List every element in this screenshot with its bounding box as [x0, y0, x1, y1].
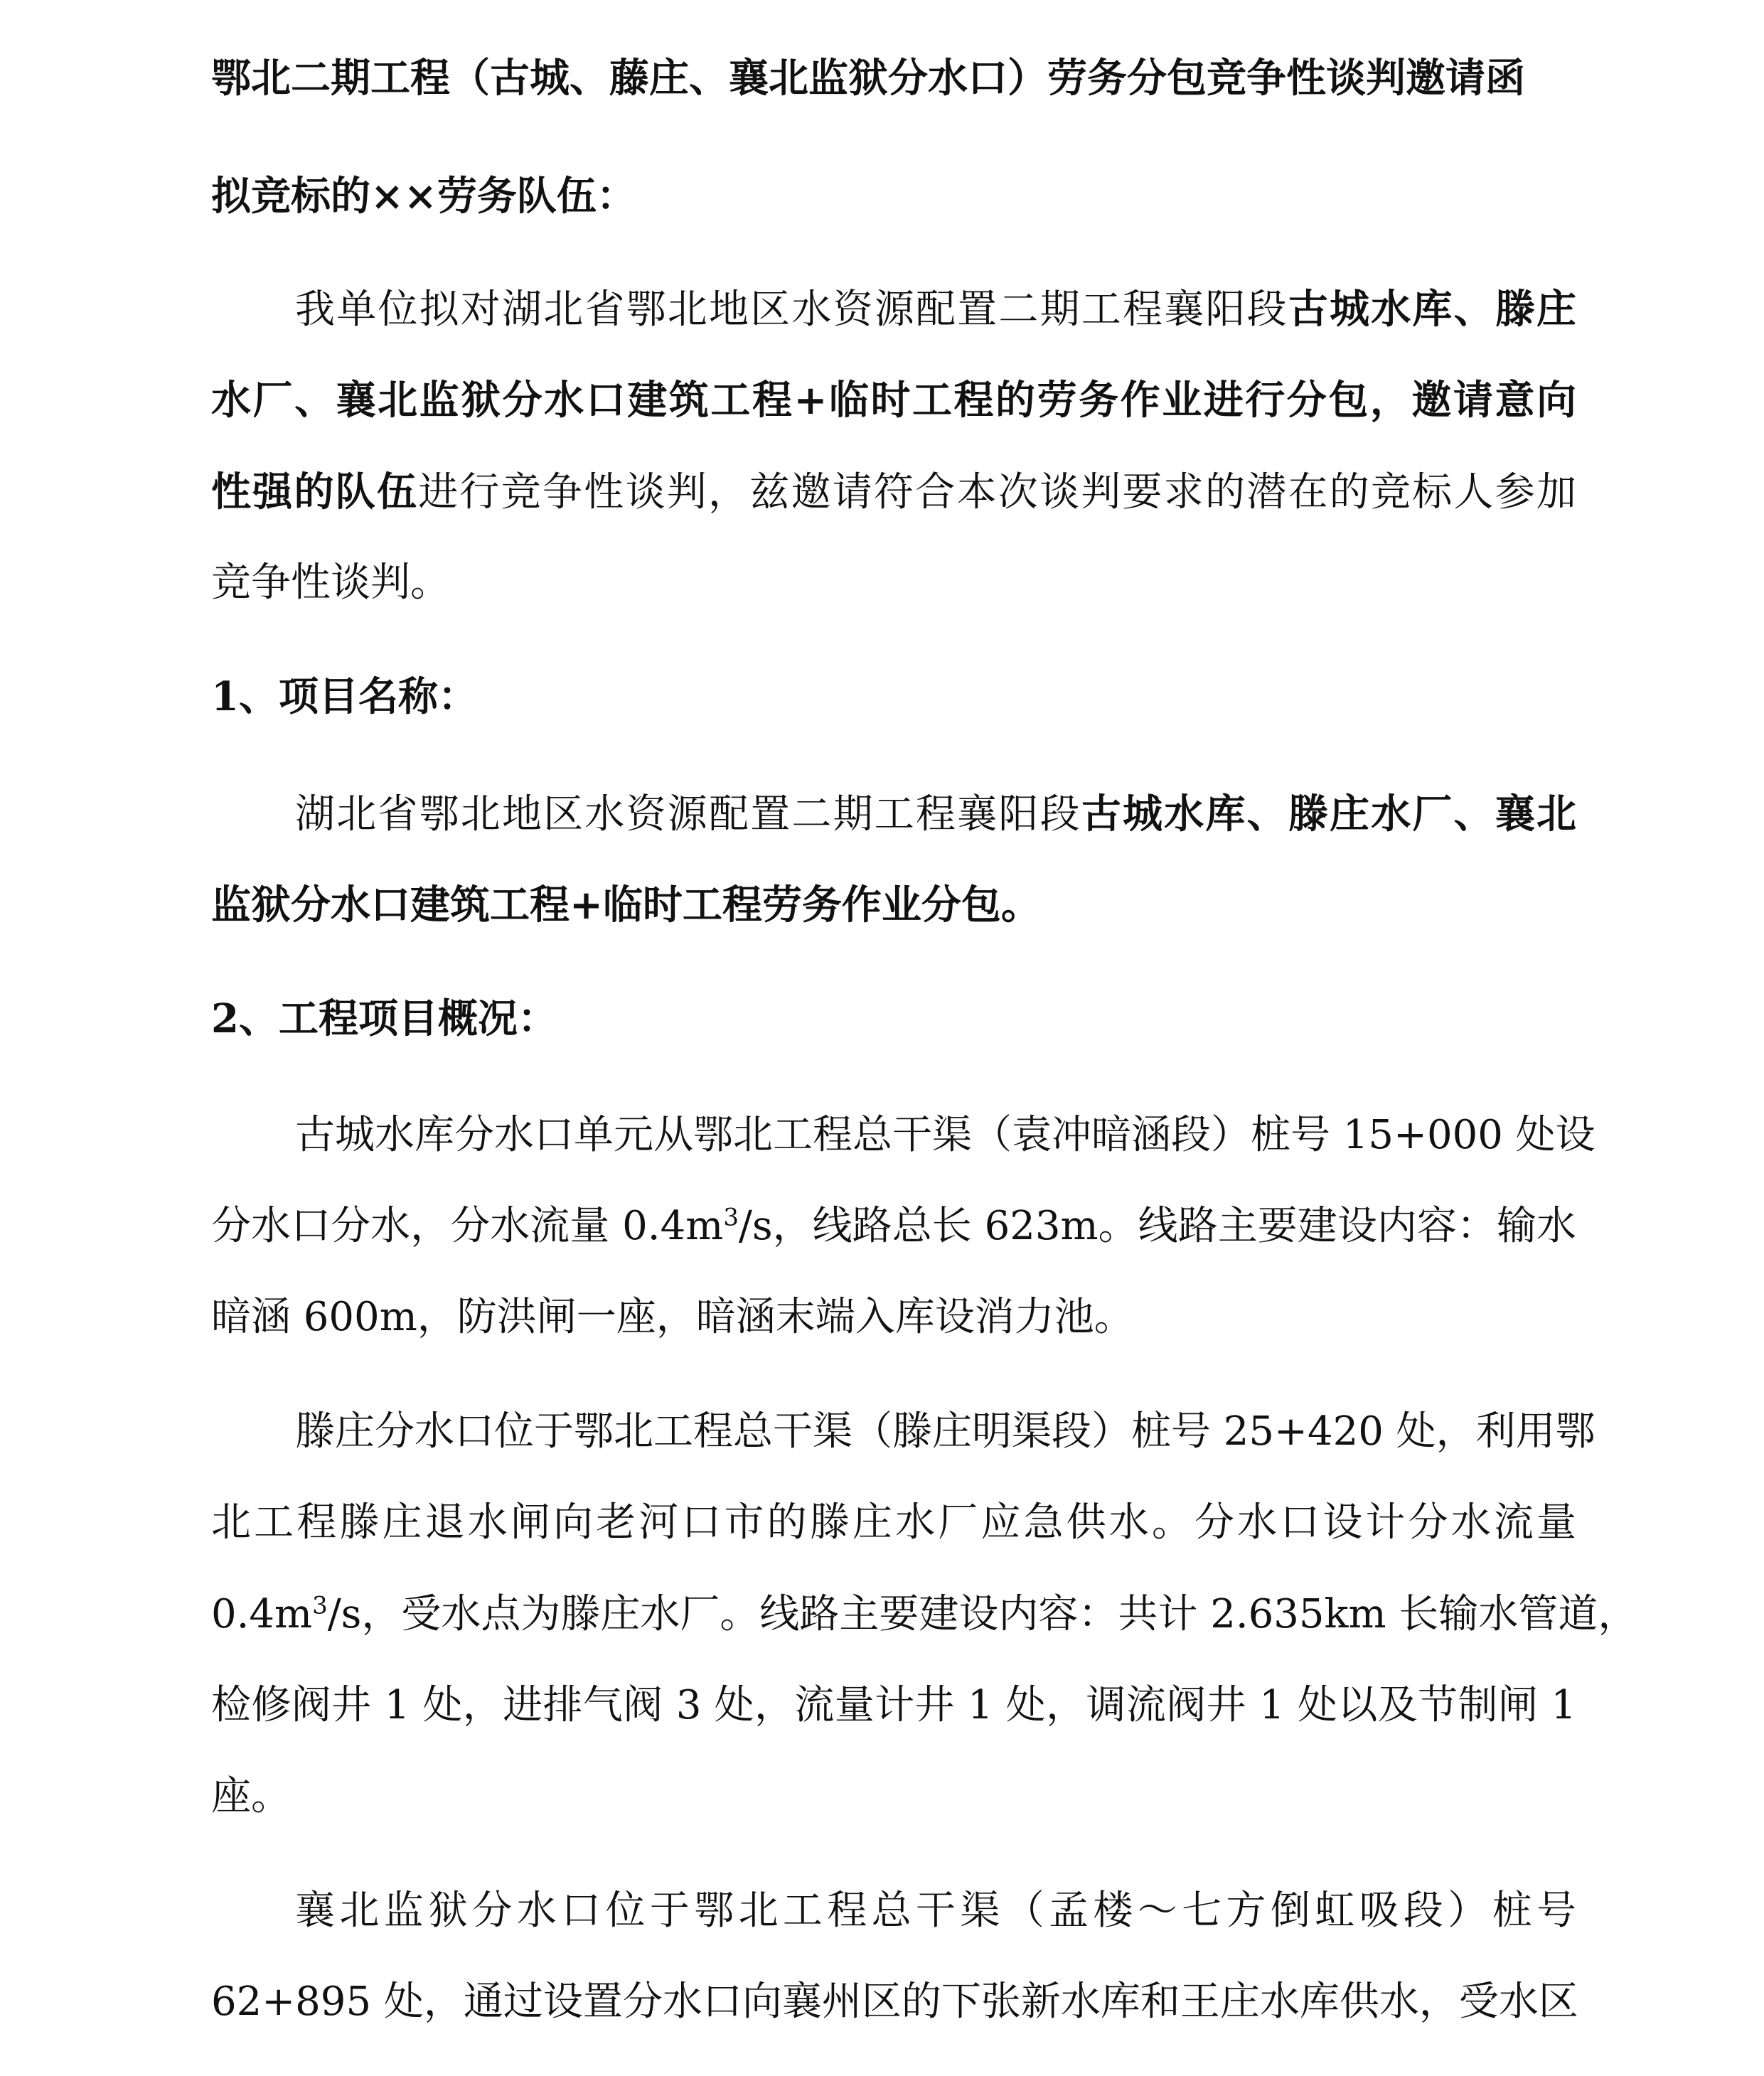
section-1-heading: 1、项目名称：	[211, 673, 478, 720]
section-2-p1-line-1: 古城水库分水口单元从鄂北工程总干渠（袁冲暗涵段）桩号 15+000 处设	[295, 1112, 1595, 1158]
p1-text: /s，线路总长 623m。线路主要建设内容：输水	[738, 1203, 1576, 1249]
document-page	[211, 0, 1638, 2076]
section-2-p3-line-1: 襄北监狱分水口位于鄂北工程总干渠（孟楼～七方倒虹吸段）桩号	[295, 1888, 1576, 1934]
section-1-line-2: 监狱分水口建筑工程+临时工程劳务作业分包。	[211, 882, 1041, 929]
intro-text: 我单位拟对湖北省鄂北地区水资源配置二期工程襄阳段	[295, 287, 1288, 333]
p2-text: 0.4m	[211, 1591, 313, 1637]
intro-emphasis: 古城水库、滕庄	[1288, 286, 1577, 333]
section-2-p1-line-2	[211, 1201, 1576, 1252]
section-2-p2-line-4: 检修阀井 1 处，进排气阀 3 处，流量计井 1 处，调流阀井 1 处以及节制闸 1	[211, 1682, 1576, 1728]
section-1-emphasis: 古城水库、滕庄水厂、襄北	[1081, 791, 1577, 838]
p2-text: /s，受水点为滕庄水厂。线路主要建设内容：共计 2.635km 长输水管道，	[327, 1591, 1638, 1637]
salutation: 拟竞标的××劳务队伍：	[211, 173, 636, 220]
intro-emphasis: 性强的队伍	[211, 469, 419, 515]
section-2-heading: 2、工程项目概况：	[211, 995, 557, 1042]
intro-line-2: 水厂、襄北监狱分水口建筑工程+临时工程的劳务作业进行分包，邀请意向	[211, 377, 1576, 424]
section-2-p2-line-1: 滕庄分水口位于鄂北工程总干渠（滕庄明渠段）桩号 25+420 处，利用鄂	[295, 1408, 1595, 1455]
p1-text: 分水口分水，分水流量 0.4m	[211, 1203, 724, 1249]
p2-superscript: 3	[312, 1591, 328, 1620]
section-2-p2-line-5: 座。	[211, 1773, 291, 1819]
document-title: 鄂北二期工程（古城、藤庄、襄北监狱分水口）劳务分包竞争性谈判邀请函	[211, 55, 1525, 102]
section-2-p2-line-3	[211, 1589, 1638, 1640]
intro-line-1	[211, 284, 1576, 335]
section-2-p2-line-2: 北工程滕庄退水闸向老河口市的滕庄水厂应急供水。分水口设计分水流量	[211, 1499, 1576, 1546]
section-2-p1-line-3: 暗涵 600m，防洪闸一座，暗涵末端入库设消力池。	[211, 1294, 1134, 1340]
section-1-text: 湖北省鄂北地区水资源配置二期工程襄阳段	[295, 791, 1081, 838]
intro-text: 进行竞争性谈判，兹邀请符合本次谈判要求的潜在的竞标人参加	[418, 469, 1576, 515]
section-1-line-1	[211, 788, 1576, 840]
intro-line-3	[211, 466, 1576, 518]
p1-superscript: 3	[723, 1203, 739, 1232]
section-2-p3-line-2: 62+895 处，通过设置分水口向襄州区的下张新水库和王庄水库供水，受水区	[211, 1979, 1578, 2025]
intro-line-4: 竞争性谈判。	[211, 560, 450, 606]
